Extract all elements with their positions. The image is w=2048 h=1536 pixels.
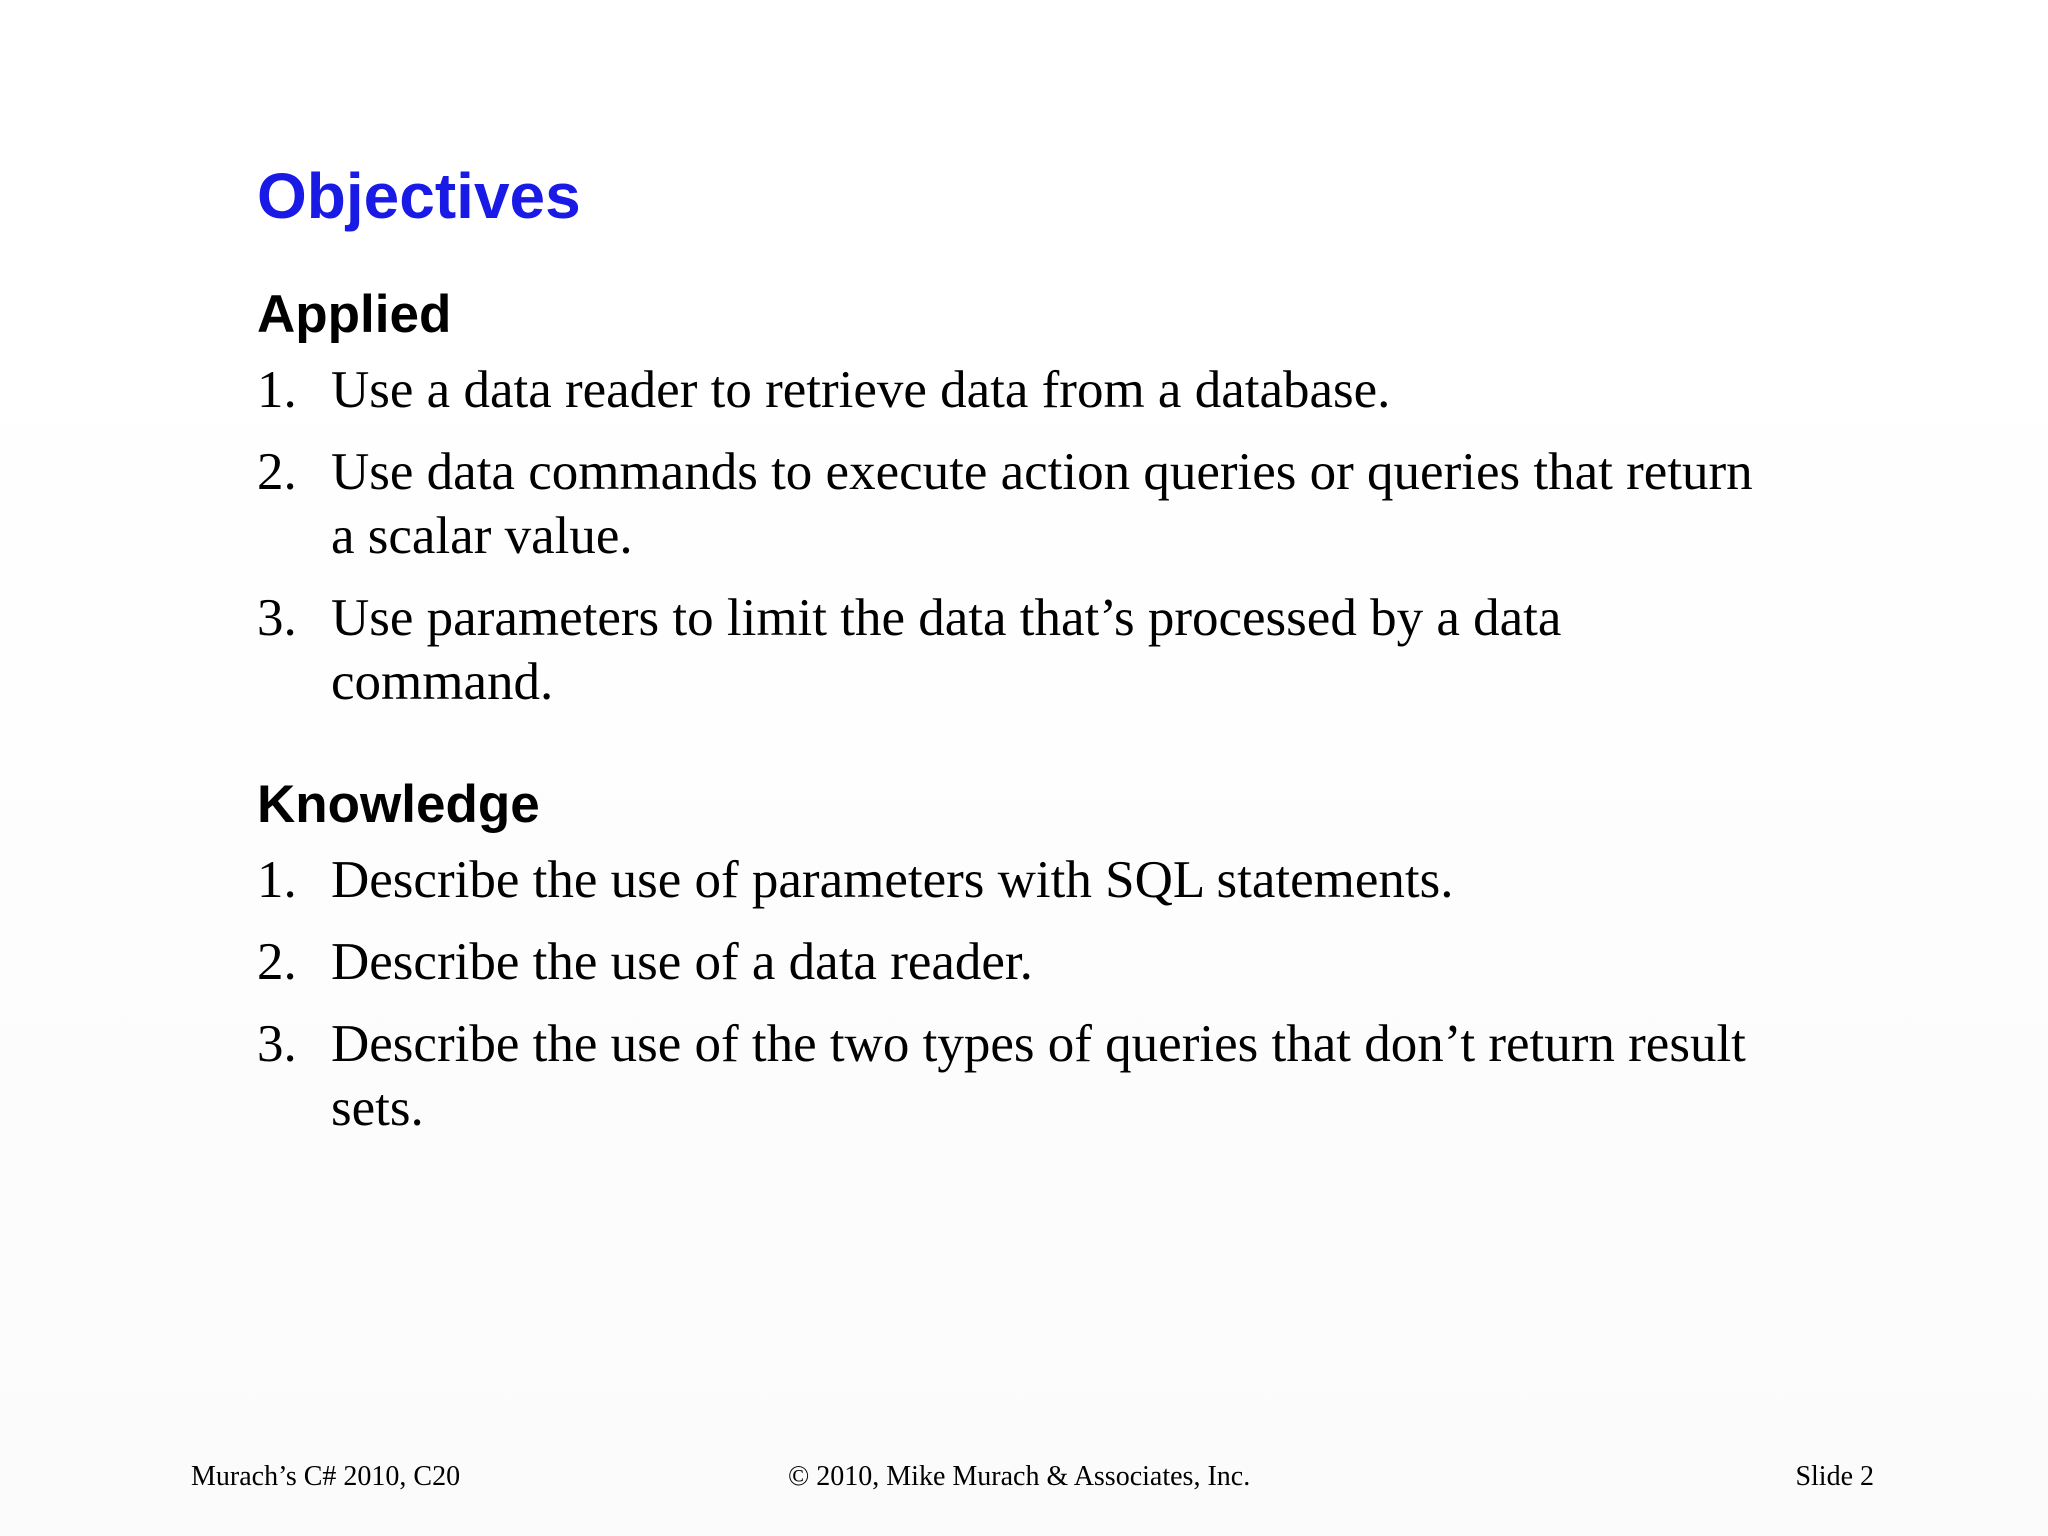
section-knowledge	[257, 772, 1777, 1140]
item-text: Use data commands to execute action queries or queries that return a scalar value.	[331, 443, 1753, 565]
slide-title: Objectives	[257, 160, 581, 232]
footer-slide-number: Slide 2	[1795, 1461, 1874, 1492]
item-number: 1.	[257, 851, 297, 909]
section-applied	[257, 282, 1777, 714]
item-number: 2.	[257, 933, 297, 991]
item-number: 3.	[257, 589, 297, 647]
item-text: Use a data reader to retrieve data from a database.	[331, 361, 1391, 419]
section-heading-knowledge: Knowledge	[257, 775, 540, 834]
section-heading-applied: Applied	[257, 285, 452, 344]
item-number: 3.	[257, 1015, 297, 1073]
knowledge-objectives-list	[257, 848, 1777, 1140]
item-text: Use parameters to limit the data that’s processed by a data command.	[331, 589, 1562, 711]
item-number: 1.	[257, 361, 297, 419]
footer-book-title: Murach’s C# 2010, C20	[191, 1461, 461, 1492]
item-text: Describe the use of parameters with SQL statements.	[331, 851, 1454, 909]
item-number: 2.	[257, 443, 297, 501]
list-item	[257, 440, 1777, 568]
item-text: Describe the use of a data reader.	[331, 933, 1033, 991]
applied-objectives-list	[257, 358, 1777, 714]
list-item	[257, 930, 1777, 994]
item-text: Describe the use of the two types of queries that don’t return result sets.	[331, 1015, 1746, 1137]
list-item	[257, 848, 1777, 912]
list-item	[257, 358, 1777, 422]
list-item	[257, 586, 1777, 714]
list-item	[257, 1012, 1777, 1140]
footer-copyright: © 2010, Mike Murach & Associates, Inc.	[788, 1461, 1251, 1492]
